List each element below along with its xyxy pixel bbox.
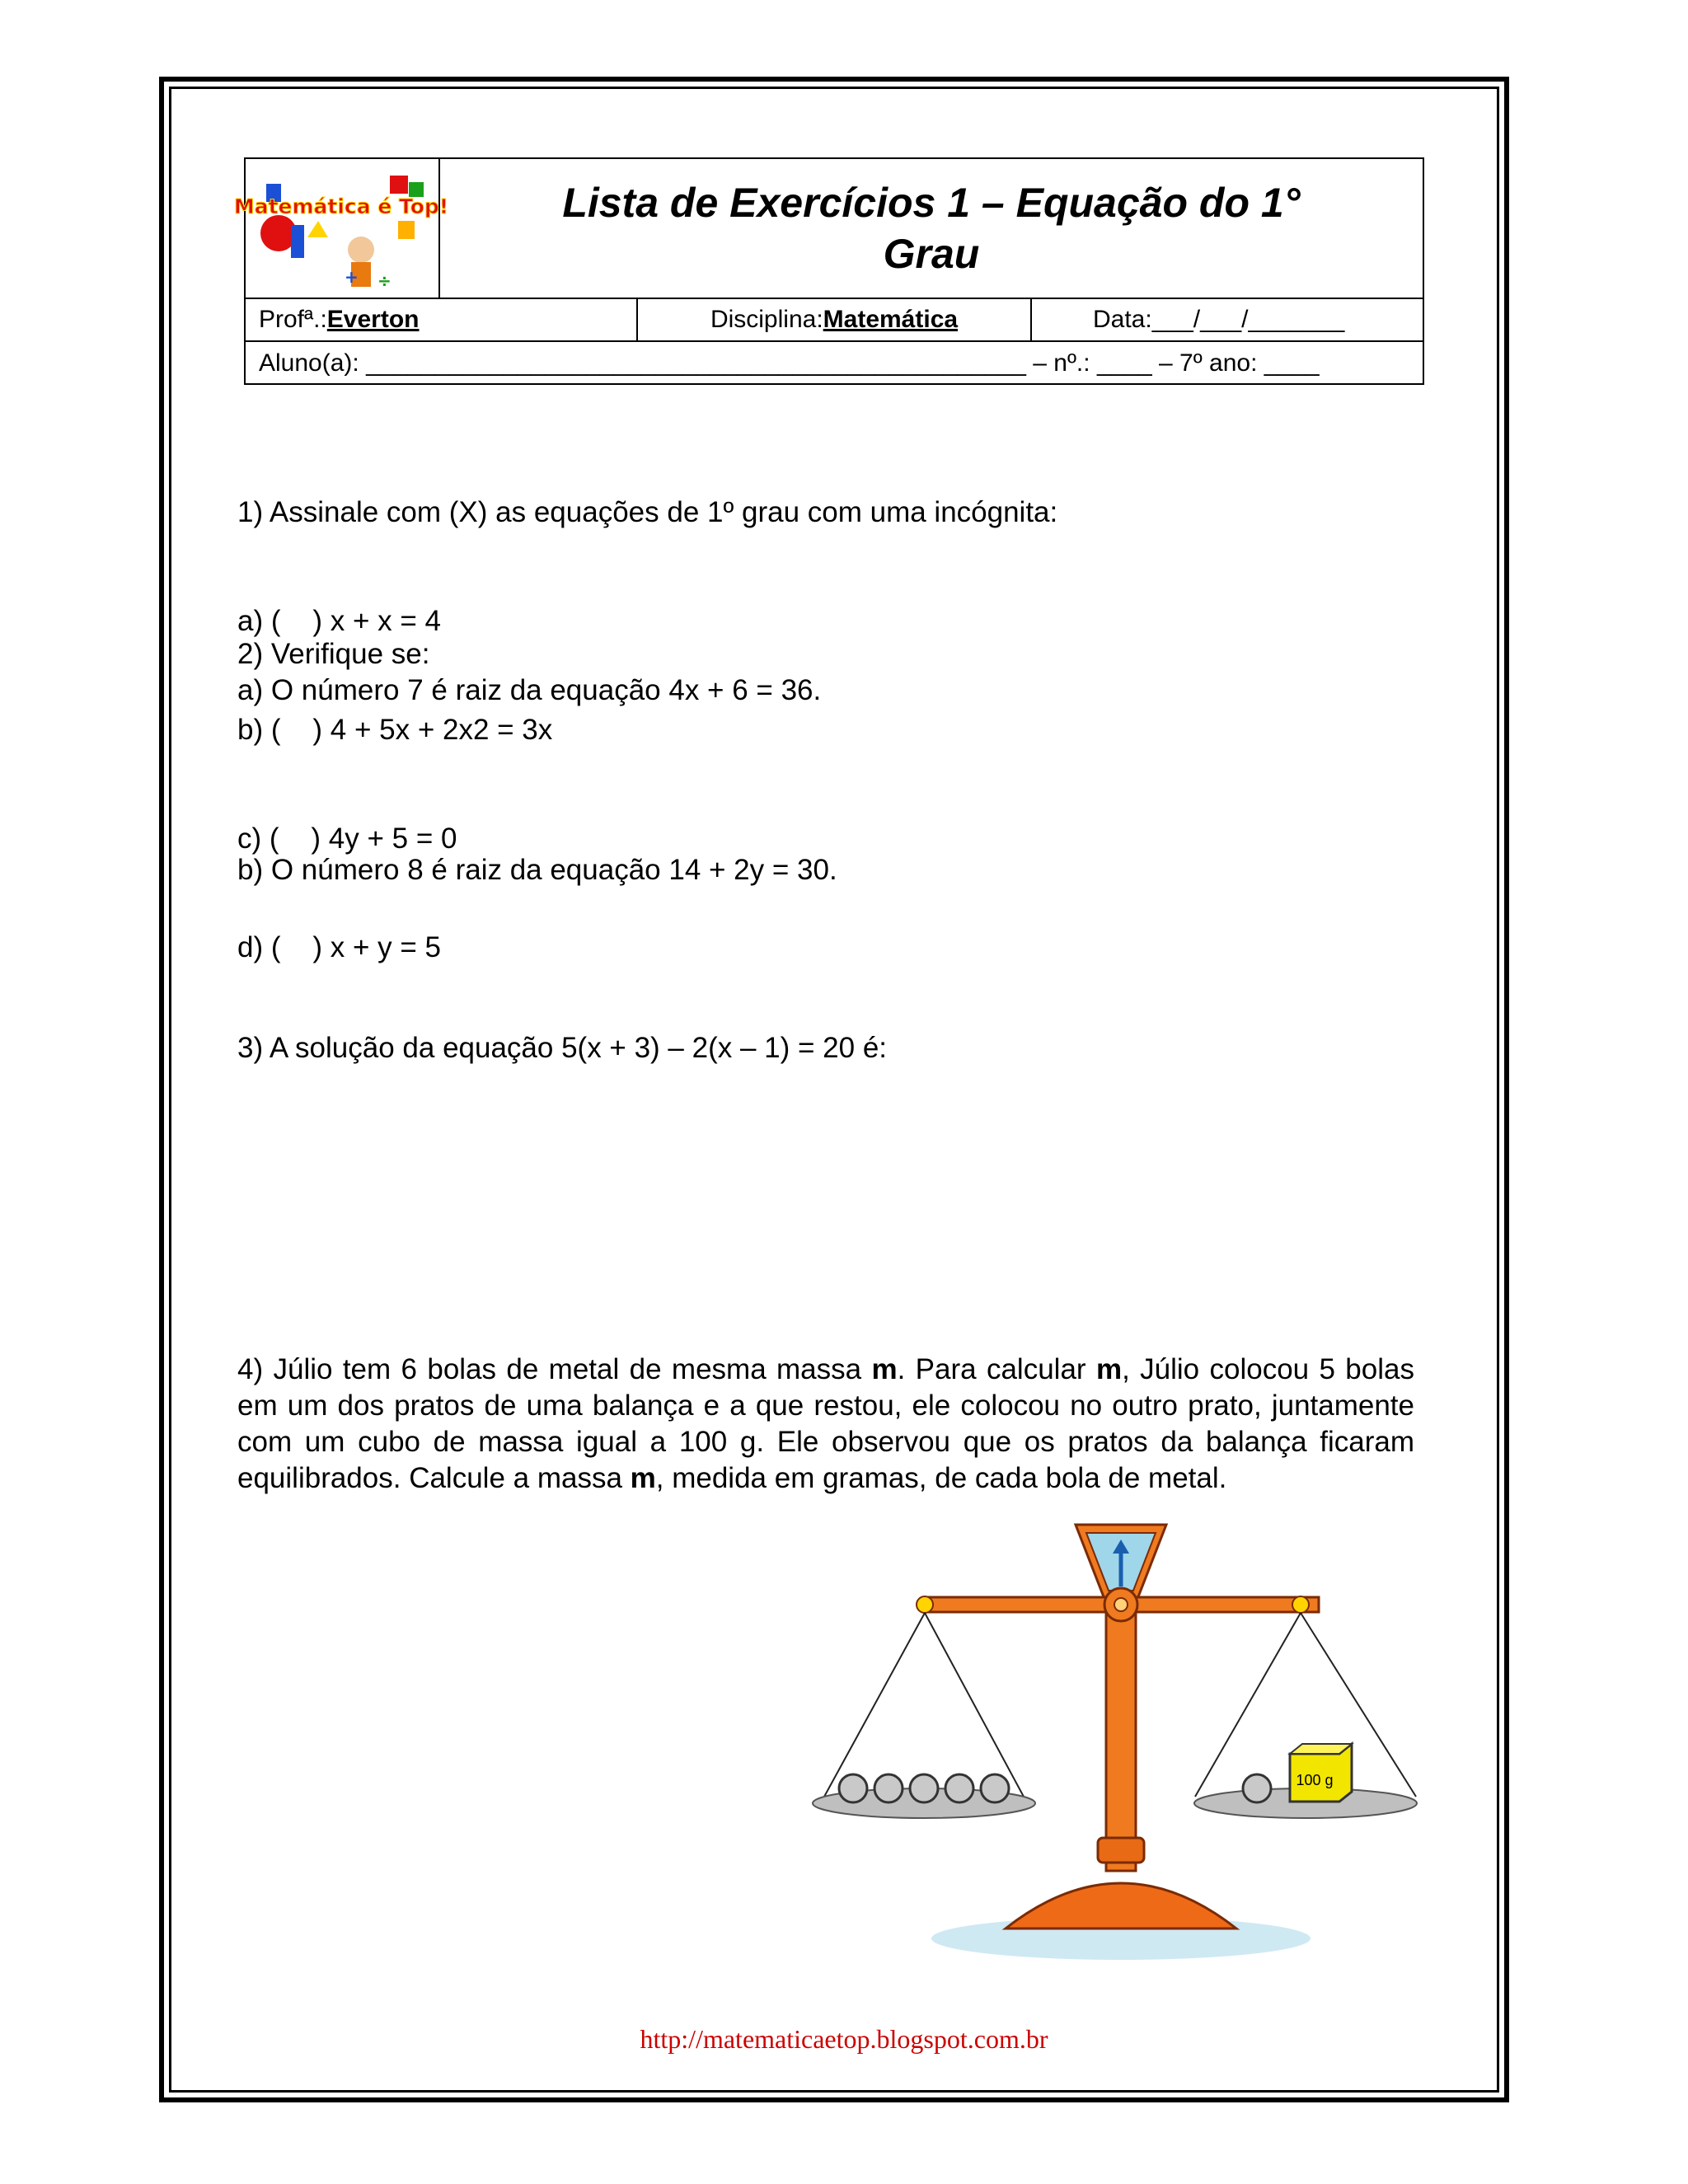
question-4-part2: . Para calcular — [897, 1353, 1096, 1385]
question-2 — [237, 636, 821, 709]
date-label: Data: — [1093, 306, 1152, 333]
svg-text:÷: ÷ — [377, 271, 392, 291]
header-student-row — [246, 340, 1423, 385]
question-1-option-d: d) ( ) x + y = 5 — [237, 931, 442, 963]
question-1-option-b: b) ( ) 4 + 5x + 2x2 = 3x — [237, 714, 553, 746]
logo-text: Matemática é Top! — [233, 194, 449, 218]
question-1-option-a: a) ( ) x + x = 4 — [237, 605, 442, 637]
question-2-item-b: b) O número 8 é raiz da equação 14 + 2y = 30. — [237, 854, 837, 886]
question-4-var-m: m — [630, 1462, 656, 1494]
question-2-item-a: a) O número 7 é raiz da equação 4x + 6 = 36. — [237, 674, 822, 706]
question-1-prompt: 1) Assinale com (X) as equações de 1º grau com uma incógnita: — [237, 496, 1058, 528]
question-3-prompt: 3) A solução da equação 5(x + 3) – 2(x – 1) = 20 é: — [237, 1032, 888, 1064]
balance-scale-illustration — [808, 1508, 1434, 1970]
subject-cell — [638, 299, 1032, 340]
question-1 — [237, 422, 1057, 1002]
grade-label: – 7º ano: — [1151, 349, 1264, 377]
question-1-option-c: c) ( ) 4y + 5 = 0 — [237, 823, 457, 855]
student-cell — [246, 342, 1423, 385]
question-4-part4: , medida em gramas, de cada bola de metal. — [655, 1462, 1227, 1494]
number-label: – nº.: — [1025, 349, 1097, 377]
teacher-label: Profª.: — [259, 306, 327, 333]
question-4 — [237, 1352, 1414, 1497]
grade-field[interactable]: ____ — [1264, 349, 1320, 377]
question-3 — [237, 1030, 887, 1066]
teacher-name: Everton — [326, 306, 420, 333]
page-title: Lista de Exercícios 1 – Equação do 1° Grau — [562, 180, 1301, 277]
student-label: Aluno(a): — [259, 349, 367, 377]
date-cell — [1032, 299, 1423, 340]
question-4-text — [237, 1352, 1414, 1497]
question-4-part3: , Júlio colocou 5 bolas em um dos pratos de uma balança e a que restou, ele colocou no outro prato, juntamente com um cubo de massa igual a 100 g. Ele observou que os pratos da balança ficaram equilibrados. Calcule a massa — [237, 1353, 1414, 1494]
question-2b — [237, 852, 837, 888]
question-4-part1: 4) Júlio tem 6 bolas de metal de mesma massa — [237, 1353, 872, 1385]
teacher-cell — [246, 299, 638, 340]
header-info-row — [246, 298, 1423, 340]
title-cell — [440, 159, 1423, 298]
number-field[interactable]: ____ — [1096, 349, 1152, 377]
subject-name: Matemática — [823, 306, 959, 333]
question-2-prompt: 2) Verifique se: — [237, 638, 430, 670]
subject-label: Disciplina: — [710, 306, 823, 333]
svg-text:+: + — [345, 267, 359, 287]
logo-image — [233, 159, 449, 294]
logo-cell — [233, 159, 449, 298]
question-4-var-m: m — [871, 1353, 898, 1385]
header-table — [233, 157, 1424, 385]
date-field[interactable]: ___/___/_______ — [1151, 306, 1345, 333]
footer-link[interactable]: http://matematicaetop.blogspot.com.br — [640, 2024, 1048, 2054]
cube-label: 100 g — [1296, 1772, 1334, 1788]
question-4-var-m: m — [1095, 1353, 1123, 1385]
student-name-field[interactable]: ________________________________________________ — [366, 349, 1026, 377]
